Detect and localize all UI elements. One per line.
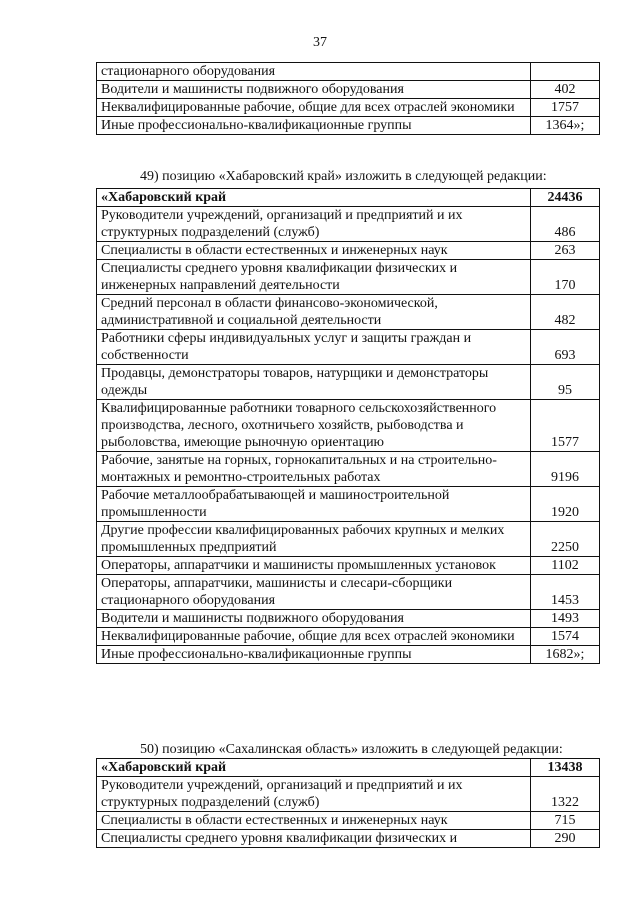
group-label: Специалисты среднего уровня квалификации физических и инженерных направлений деятельности (97, 260, 531, 295)
group-label: Рабочие металлообрабатывающей и машиностроительной промышленности (97, 487, 531, 522)
group-label: Квалифицированные работники товарного сельскохозяйственного производства, лесного, охотничьего хозяйств, рыбоводства и рыболовства, имеющие рыночную ориентацию (97, 400, 531, 452)
group-value: 1574 (531, 628, 600, 646)
table-row (97, 487, 600, 522)
group-value: 1322 (531, 777, 600, 812)
group-label: Операторы, аппаратчики и машинисты промышленных установок (97, 557, 531, 575)
group-label: Продавцы, демонстраторы товаров, натурщики и демонстраторы одежды (97, 365, 531, 400)
group-value: 1102 (531, 557, 600, 575)
group-value: 2250 (531, 522, 600, 557)
region-total: 13438 (531, 759, 600, 777)
section-50-caption: 50) позицию «Сахалинская область» изложить в следующей редакции: (140, 742, 563, 757)
group-label: Специалисты среднего уровня квалификации физических и (97, 830, 531, 848)
table-row (97, 575, 600, 610)
table-row (97, 365, 600, 400)
table-row (97, 628, 600, 646)
table-row (97, 260, 600, 295)
group-label: Операторы, аппаратчики, машинисты и слесари-сборщики стационарного оборудования (97, 575, 531, 610)
group-value: 715 (531, 812, 600, 830)
group-label: Водители и машинисты подвижного оборудования (97, 81, 531, 99)
table-khabarovsk (96, 188, 600, 664)
table-row (97, 557, 600, 575)
group-label: Руководители учреждений, организаций и предприятий и их структурных подразделений (служб) (97, 777, 531, 812)
table-row (97, 610, 600, 628)
table-row (97, 646, 600, 664)
group-value: 170 (531, 260, 600, 295)
table-row (97, 812, 600, 830)
group-label: Работники сферы индивидуальных услуг и защиты граждан и собственности (97, 330, 531, 365)
group-label: Рабочие, занятые на горных, горнокапитальных и на строительно-монтажных и ремонтно-строительных работах (97, 452, 531, 487)
group-label: Водители и машинисты подвижного оборудования (97, 610, 531, 628)
table-row (97, 207, 600, 242)
region-name: «Хабаровский край (97, 189, 531, 207)
group-label: Иные профессионально-квалификационные группы (97, 646, 531, 664)
table-header-row (97, 189, 600, 207)
group-value: 693 (531, 330, 600, 365)
table-row (97, 330, 600, 365)
group-label: Неквалифицированные рабочие, общие для всех отраслей экономики (97, 628, 531, 646)
group-value: 402 (531, 81, 600, 99)
table-row (97, 777, 600, 812)
group-value: 1493 (531, 610, 600, 628)
group-value: 95 (531, 365, 600, 400)
group-label: стационарного оборудования (97, 63, 531, 81)
section-49-caption: 49) позицию «Хабаровский край» изложить в следующей редакции: (140, 169, 547, 184)
group-value: 1453 (531, 575, 600, 610)
group-label: Иные профессионально-квалификационные группы (97, 117, 531, 135)
group-label: Средний персонал в области финансово-экономической, административной и социальной деятельности (97, 295, 531, 330)
group-value: 1364»; (531, 117, 600, 135)
table-row (97, 63, 600, 81)
table-row (97, 522, 600, 557)
group-value: 1757 (531, 99, 600, 117)
table-row (97, 452, 600, 487)
region-name: «Хабаровский край (97, 759, 531, 777)
group-value: 9196 (531, 452, 600, 487)
group-value: 1920 (531, 487, 600, 522)
group-value: 486 (531, 207, 600, 242)
group-label: Специалисты в области естественных и инженерных наук (97, 812, 531, 830)
group-label: Неквалифицированные рабочие, общие для всех отраслей экономики (97, 99, 531, 117)
table-row (97, 99, 600, 117)
table-continuation (96, 62, 600, 135)
group-label: Руководители учреждений, организаций и предприятий и их структурных подразделений (служб) (97, 207, 531, 242)
region-total: 24436 (531, 189, 600, 207)
table-row (97, 242, 600, 260)
table-row (97, 830, 600, 848)
table-row (97, 81, 600, 99)
page-number: 37 (313, 35, 327, 50)
group-value: 290 (531, 830, 600, 848)
table-row (97, 117, 600, 135)
group-value: 1577 (531, 400, 600, 452)
table-header-row (97, 759, 600, 777)
group-label: Другие профессии квалифицированных рабочих крупных и мелких промышленных предприятий (97, 522, 531, 557)
table-sakhalin (96, 758, 600, 848)
table-row (97, 400, 600, 452)
group-value: 482 (531, 295, 600, 330)
group-value: 263 (531, 242, 600, 260)
group-value (531, 63, 600, 81)
group-value: 1682»; (531, 646, 600, 664)
group-label: Специалисты в области естественных и инженерных наук (97, 242, 531, 260)
table-row (97, 295, 600, 330)
